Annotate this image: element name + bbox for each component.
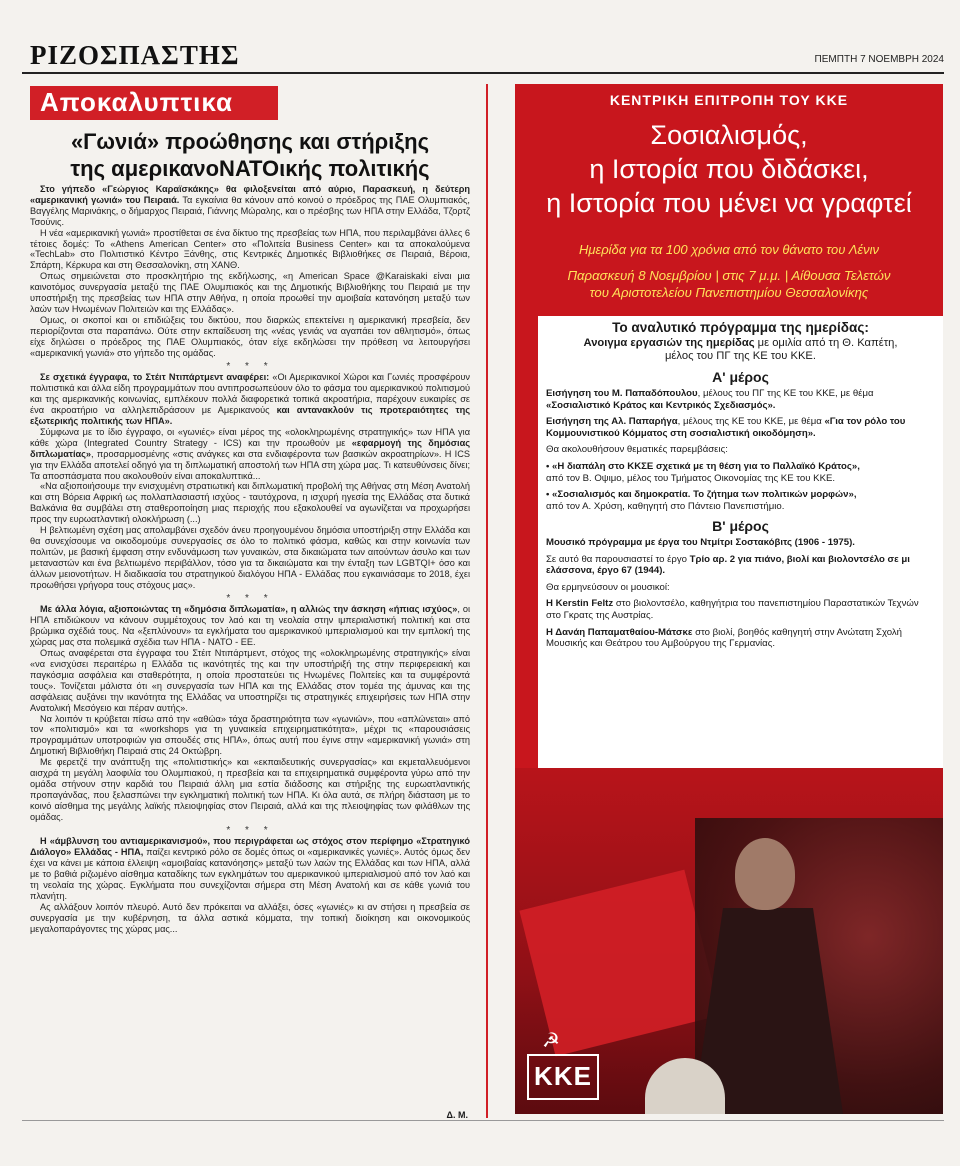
paragraph: «Να αξιοποιήσουμε την ενισχυμένη στρατιωτική και διπλωματική προβολή της Αθήνας στη Μέση Ανατολή και στη Βόρεια Αφρική ως πολλαπλασιαστή ισχύος - ταυτόχρονα, η ισχυρή ηγεσία της Ελλάδας στα δυτικά Βαλκάνια θα συμβάλει στη σταθεροποίηση μιας περιοχής που εξακολουθεί να αγωνίζεται να προχωρήσει προς την ευρωατλαντική ολοκλήρωση (...) bbox=[30, 481, 470, 525]
bottom-rule bbox=[22, 1120, 944, 1121]
paragraph: Με άλλα λόγια, αξιοποιώντας τη «δημόσια διπλωματία», η αλλιώς την άσκηση «ήπιας ισχύος», οι ΗΠΑ επιδιώκουν να κάνουν συμμέτοχους τον λαό και τη νεολαία στην ιμπεριαλιστική πολιτική και στα βρώμικα σχέδιά τους. Να «ξεπλύνουν» τα εγκλήματα του αμερικανικού ιμπεριαλισμού και την εμπλοκή της χώρας μας στα πολεμικά σχέδια των ΗΠΑ - ΝΑΤΟ - ΕΕ. bbox=[30, 604, 470, 648]
newspaper-logo: ΡΙΖΟΣΠΑΣΤΗΣ bbox=[30, 40, 240, 70]
top-rule bbox=[22, 72, 944, 74]
section-separator: * * * bbox=[226, 592, 274, 604]
paragraph: Στο γήπεδο «Γεώργιος Καραϊσκάκης» θα φιλοξενείται από αύριο, Παρασκευή, η δεύτερη «αμερικανική γωνιά» του Πειραιά. Τα εγκαίνια θα κάνουν από κοινού ο πρόεδρος της ΠΑΕ Ολυμπιακός, Βαγγέλης Μαρινάκης, ο δήμαρχος Πειραιά, Γιάννης Μώραλης, και ο πρέσβης των ΗΠΑ στην Ελλάδα, Τζορτζ Τσούνις. bbox=[30, 184, 470, 227]
program-part-b: Β' μέρος bbox=[712, 518, 769, 535]
poster-when-where: Παρασκευή 8 Νοεμβρίου | στις 7 μ.μ. | Αίθουσα Τελετών του Αριστοτελείου Πανεπιστημίου Θεσσαλονίκης bbox=[567, 268, 891, 300]
paragraph: Η «άμβλυνση του αντιαμερικανισμού», που περιγράφεται ως στόχος στον περίφημο «Στρατηγικό Διάλογο» Ελλάδας - ΗΠΑ, παίζει κεντρικό ρόλο σε δομές όπως οι «αμερικανικές γωνιές». Αυτός όμως δεν έχει να κάνει με κάποια έλλειψη «αμοιβαίας κατανόησης» μεταξύ των λαών της Ελλάδας και των ΗΠΑ, αλλά με το βαθιά ριζωμένο αίσθημα καταδίκης των εγκλημάτων του αμερικανικού ιμπεριαλισμού από τον λαό και τη νεολαία της χώρας. Εγκλήματα που συνεχίζονται σήμερα στη Μέση Ανατολή και σε κάθε γωνιά του πλανήτη. bbox=[30, 836, 470, 901]
article-body bbox=[30, 184, 470, 1124]
program-item: Εισήγηση του Μ. Παπαδόπουλου, μέλους του ΠΓ της ΚΕ του ΚΚΕ, με θέμα «Σοσιαλιστικό Κράτος και Κεντρικός Σχεδιασμός». bbox=[546, 388, 874, 411]
paragraph: Ας αλλάξουν λοιπόν πλευρό. Αυτό δεν πρόκειται να αλλάξει, όσες «γωνιές» κι αν στήσει η πρεσβεία σε συνεργασία με την κυβέρνηση, τα άλλα αστικά κόμματα, την τοπική διοίκηση και οικονομικούς μεγαλοπαράγοντες της χώρας μας... bbox=[30, 901, 470, 934]
article-headline bbox=[30, 128, 470, 182]
kke-event-poster bbox=[515, 84, 943, 1114]
article-column bbox=[30, 84, 470, 1120]
paragraph: Σε σχετικά έγγραφα, το Στέιτ Ντιπάρτμεντ αναφέρει: «Οι Αμερικανικοί Χώροι και Γωνιές προσφέρουν πολιτιστικά και άλλα είδη προγραμμάτων που αντιπροσωπεύουν όλο το φάσμα του αμερικανικού πολιτισμού και της αμερικανικής κοινωνίας, εμπλέκουν πολλά διαφορετικά τοπικά ακροατήρια, παρέχουν ευκαιρίες σε ένα ακροατήριο να αλληλεπιδράσουν με Αμερικανούς και αντανακλούν τις προτεραιότητες της εξωτερικής πολιτικής των ΗΠΑ». bbox=[30, 372, 470, 427]
poster-organizer: ΚΕΝΤΡΙΚΗ ΕΠΙΤΡΟΠΗ ΤΟΥ ΚΚΕ bbox=[609, 92, 849, 108]
program-item: Η Kerstin Feltz στο βιολοντσέλο, καθηγήτρια του πανεπιστημίου Παραστατικών Τεχνών στο Γκρατς της Αυστρίας. bbox=[546, 598, 919, 621]
paragraph: Οπως αναφέρεται στα έγγραφα του Στέιτ Ντιπάρτμεντ, στόχος της «ολοκληρωμένης στρατηγικής» είναι «να ενισχύσει περαιτέρω η Ελλάδα τις ικανότητές της και την υποστήριξή της στην περιφερειακή και παγκόσμια ασφάλεια και σταθερότητα, η οποία προστατεύει τις Ηνωμένες Πολιτείες και τα συμφέροντά τους». Τονίζεται μάλιστα ότι «η συνεργασία των ΗΠΑ και της Ελλάδας στον τομέα της άμυνας και της ασφάλειας αυξάνει την ικανότητα της Ελλάδας να υποστηρίζει τις στρατηγικές επιχειρήσεις των ΗΠΑ στην Ανατολική Μεσόγειο και πέραν αυτής». bbox=[30, 648, 470, 713]
poster-illustration bbox=[515, 768, 943, 1114]
program-item: • «Σοσιαλισμός και δημοκρατία. Το ζήτημα των πολιτικών μορφών», από τον Α. Χρύση, καθηγητή στο Πάντειο Πανεπιστήμιο. bbox=[546, 489, 857, 512]
headline-line-1: «Γωνιά» προώθησης και στήριξης bbox=[70, 129, 430, 154]
program-followup: Θα ακολουθήσουν θεματικές παρεμβάσεις: bbox=[546, 444, 728, 456]
paragraph: Η βελτιωμένη σχέση μας απολαμβάνει σχεδόν άνευ προηγουμένου δημόσια υποστήριξη στην Ελλάδα και θα συνεχίσουμε να οικοδομούμε συνεργασίες σε όλο το πολιτικό φάσμα, καθώς και στην κοινωνία των πολιτών, με βασική έμφαση στην ενδυνάμωση των γυναικών, στα δικαιώματα των αιτούντων άσυλο και των μεταναστών και ένα βελτιωμένο περιβάλλον, τόσο για τα δικαιώματα και την ένταξη των LGBTQI+ όσο και άλλων μειονοτήτων. Η διαδικασία του στρατηγικού διαλόγου ΗΠΑ - Ελλάδας που εγκαινιάσαμε το 2018, έχει προωθήσει γρήγορα τους στόχους μας». bbox=[30, 525, 470, 590]
program-item: Μουσικό πρόγραμμα με έργα του Ντμίτρι Σοστακόβιτς (1906 - 1975). bbox=[546, 536, 855, 548]
program-item: Εισήγηση της Αλ. Παπαρήγα, μέλους της ΚΕ του ΚΚΕ, με θέμα «Για τον ρόλο του Κομμουνιστικού Κόμματος στη σοσιαλιστική οικοδόμηση». bbox=[546, 416, 906, 439]
kke-logo: ΚΚΕ bbox=[527, 1054, 599, 1100]
headline-line-2: της αμερικανοΝΑΤΟικής πολιτικής bbox=[70, 156, 430, 181]
paragraph: Οπως σημειώνεται στο προσκλητήριο της εκδήλωσης, «η American Space @Karaiskaki είναι μια καινοτόμος συνεργασία μεταξύ της ΠΑΕ Ολυμπιακός και της Δημοτικής Βιβλιοθήκης του Πειραιά με την υποστήριξη της πρεσβείας των ΗΠΑ στην Αθήνα, η οποία προωθεί την αμοιβαία κατανόηση μεταξύ των λαών των Ηνωμένων Πολιτειών και της Ελλάδας». bbox=[30, 271, 470, 314]
program-performers: Θα ερμηνεύσουν οι μουσικοί: bbox=[546, 581, 670, 593]
program-heading: Το αναλυτικό πρόγραμμα της ημερίδας: bbox=[612, 320, 869, 335]
section-kicker: Αποκαλυπτικα bbox=[30, 86, 278, 120]
paragraph: Με φερετζέ την ανάπτυξη της «πολιτιστικής» και «εκπαιδευτικής συνεργασίας» και εκμεταλλευόμενοι αισχρά τη μεγάλη λαοφιλία του Ολυμπιακού, η πρεσβεία και τα επιχειρηματικά συμφέροντα γύρω από την ομάδα στήνουν στην καρδιά του Πειραιά άλλη μια εστία διάδοσης και στήριξης της ευρωατλαντικής προπαγάνδας, που ξελασπώνει την εγκληματική πολιτική των ΗΠΑ. Κι όλα αυτά, σε πλήρη διάσταση με το κοινό αίσθημα της μεγάλης λαϊκής πλειοψηφίας στον Πειραιά, αλλά και της πλειοψηφίας των φιλάθλων της ομάδας. bbox=[30, 757, 470, 822]
program-part-a: Α' μέρος bbox=[712, 369, 769, 386]
program-item: Σε αυτό θα παρουσιαστεί το έργο Τρίο αρ. 2 για πιάνο, βιολί και βιολοντσέλο σε μι ελάσσονα, έργο 67 (1944). bbox=[546, 553, 910, 577]
masthead bbox=[22, 34, 944, 74]
poster-subtitle: Ημερίδα για τα 100 χρόνια από τον θάνατο του Λένιν bbox=[578, 242, 879, 257]
author-signature: Δ. Μ. bbox=[446, 1110, 468, 1120]
program-box bbox=[538, 316, 943, 768]
paragraph: Σύμφωνα με το ίδιο έγγραφο, οι «γωνιές» είναι μέρος της «ολοκληρωμένης στρατηγικής» των ΗΠΑ για κάθε χώρα (Integrated Country Strategy - ICS) και την προωθούν με «εφαρμογή της δημόσιας διπλωματίας», προσαρμοσμένης «στις ανάγκες και στα ενδιαφέροντα των βασικών ακροατηρίων». Η ICS για την Ελλάδα αποτελεί οδηγό για τη διπλωματική αποστολή των ΗΠΑ στη χώρα μας. Τι κατευθύνσεις δίνει; Τα αποσπάσματα που ακολουθούν είναι αποκαλυπτικά... bbox=[30, 426, 470, 481]
paragraph: Ομως, οι σκοποί και οι επιδιώξεις του δικτύου, που διαρκώς επεκτείνει η αμερικανική πρεσβεία, δεν περιορίζονται στα παραπάνω. Ούτε στην εκπαίδευση της «νέας γενιάς να αγαπάει τον αθλητισμό», όπως είχε δηλώσει ο πρόεδρος της ΠΑΕ Ολυμπιακός, όταν είχε εκδηλώσει την πρόθεση να λειτουργήσει «αμερικανική γωνιά» στο γήπεδο της ομάδας. bbox=[30, 314, 470, 358]
poster-title bbox=[515, 118, 943, 220]
paragraph: Η νέα «αμερικανική γωνιά» προστίθεται σε ένα δίκτυο της πρεσβείας των ΗΠΑ, που περιλαμβάνει άλλες 6 τέτοιες δομές: Το «Athens American Center» στο «Πολιτεία Business Center» και τα αποκαλούμενα «TechLab» στο Πολιτιστικό Κέντρο Ξάνθης, στις Κεντρικές Δημοτικές Βιβλιοθήκες σε Πειραιά, Βέροια, Σπάρτη, Κέρκυρα και στη Θεσσαλονίκη, στη ΧΑΝΘ. bbox=[30, 227, 470, 271]
section-separator: * * * bbox=[226, 824, 274, 836]
poster-title-line-3: η Ιστορία που μένει να γραφτεί bbox=[546, 188, 912, 218]
poster-title-line-1: Σοσιαλισμός, bbox=[650, 120, 808, 150]
hammer-sickle-icon: ☭ bbox=[542, 1030, 560, 1052]
issue-date: ΠΕΜΠΤΗ 7 ΝΟΕΜΒΡΗ 2024 bbox=[814, 54, 944, 65]
poster-title-line-2: η Ιστορία που διδάσκει, bbox=[589, 154, 869, 184]
program-opening: Ανοιγμα εργασιών της ημερίδας με ομιλία από τη Θ. Καπέτη, μέλος του ΠΓ της ΚΕ του ΚΚΕ. bbox=[583, 336, 898, 362]
paragraph: Να λοιπόν τι κρύβεται πίσω από την «αθώα» τάχα δραστηριότητα των «γωνιών», που «απλώνεται» από τον «πολιτισμό» και τα «workshops για τη γυναικεία επιχειρηματικότητα», μέχρι τις «παρουσιάσεις προγραμμάτων υποτροφιών για σπουδές στις ΗΠΑ», όπως αυτή που έγινε στην «αμερικανική γωνιά» στη Δημοτική Βιβλιοθήκη Πειραιά στις 24 Οκτώβρη. bbox=[30, 713, 470, 757]
lenin-portrait bbox=[735, 838, 795, 910]
section-separator: * * * bbox=[226, 360, 274, 372]
column-divider bbox=[486, 84, 488, 1118]
program-item: • «Η διαπάλη στο ΚΚΣΕ σχετικά με τη θέση για το Παλλαϊκό Κράτος», από τον Β. Οψιμο, μέλος του Τμήματος Οικονομίας της ΚΕ του ΚΚΕ. bbox=[546, 460, 860, 484]
program-item: Η Δανάη Παπαματθαίου-Μάτσκε στο βιολί, βοηθός καθηγητή στην Ανώτατη Σχολή Μουσικής και Θεάτρου του Αμβούργου της Γερμανίας. bbox=[546, 626, 903, 650]
